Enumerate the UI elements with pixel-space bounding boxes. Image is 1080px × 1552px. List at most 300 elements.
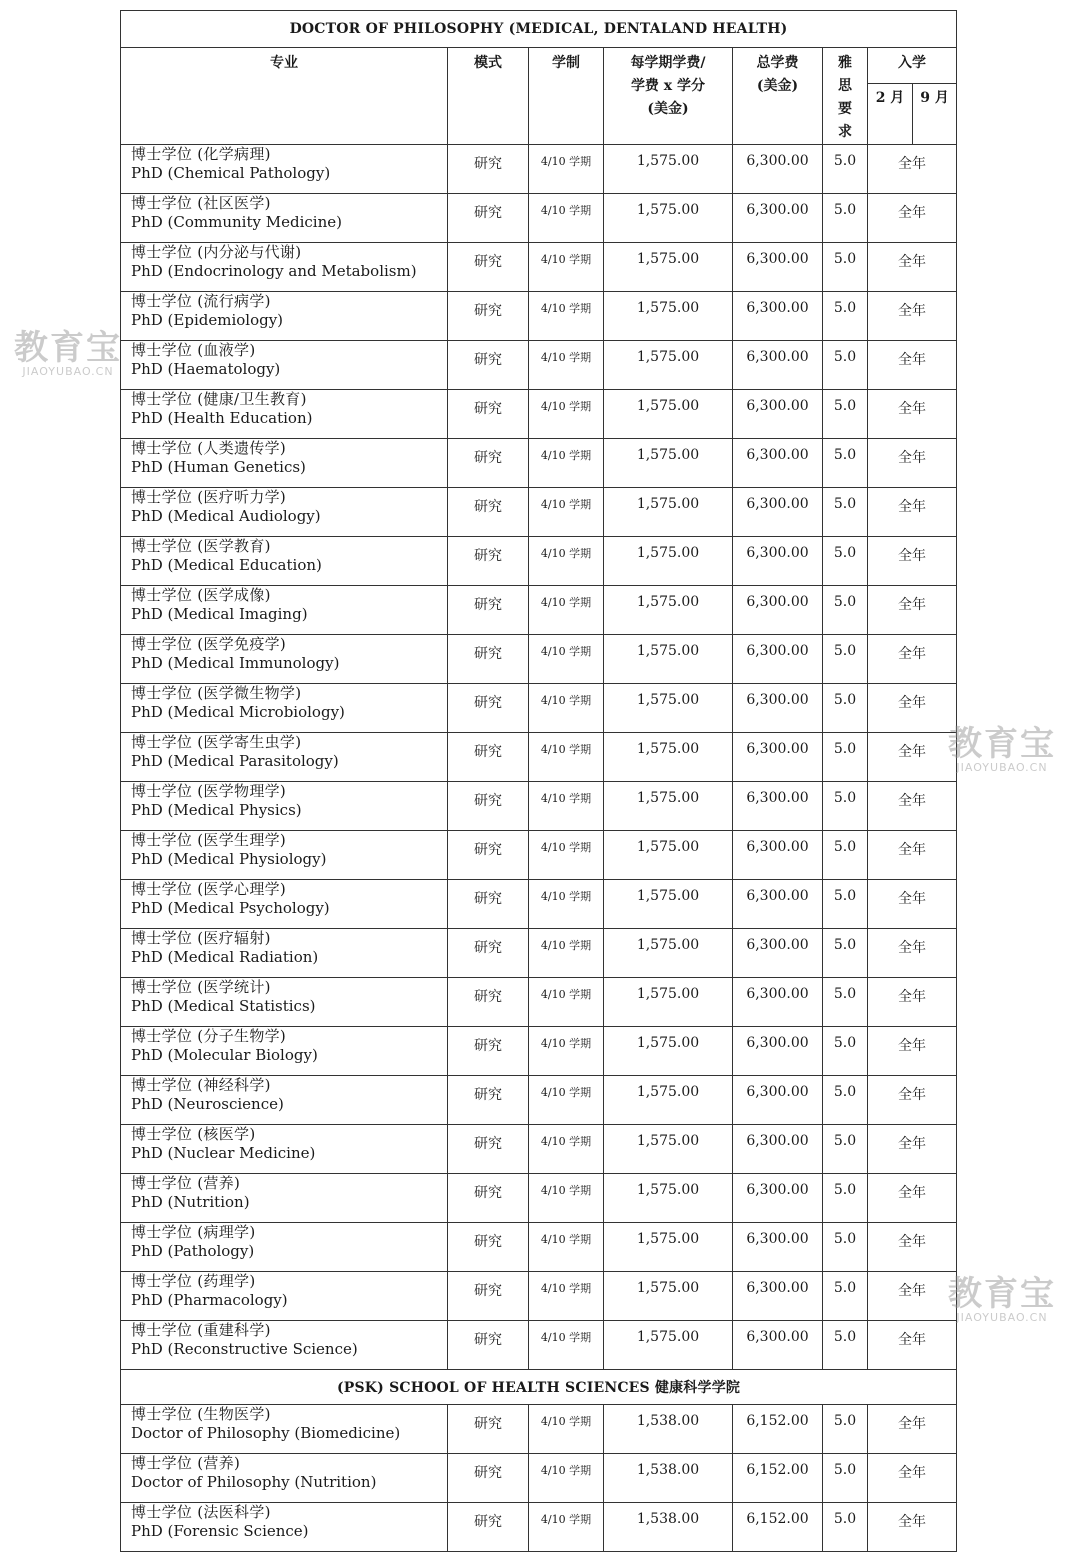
header-total-fee: [733, 48, 823, 145]
total-fee-cell: 6,300.00: [733, 880, 823, 929]
program-cell: [121, 586, 448, 635]
program-name-zh: 博士学位 (化学病理): [131, 145, 271, 163]
intake-cell: 全年: [868, 1405, 957, 1454]
mode-cell: 研究: [448, 1321, 529, 1370]
intake-cell: 全年: [868, 733, 957, 782]
program-name-en: Doctor of Philosophy (Nutrition): [131, 1473, 377, 1491]
intake-cell: 全年: [868, 1174, 957, 1223]
program-name-zh: 博士学位 (医疗辐射): [131, 929, 271, 947]
program-cell: [121, 488, 448, 537]
intake-cell: 全年: [868, 1454, 957, 1503]
program-name-zh: 博士学位 (医学微生物学): [131, 684, 302, 702]
table-row: [121, 831, 957, 880]
intake-cell: 全年: [868, 586, 957, 635]
table-row: [121, 880, 957, 929]
intake-cell: 全年: [868, 488, 957, 537]
watermark-left: 教育宝 JIAOYUBAO.CN: [14, 328, 122, 378]
fee-cell: 1,575.00: [604, 243, 733, 292]
total-fee-cell: 6,300.00: [733, 684, 823, 733]
program-name-en: PhD (Medical Statistics): [131, 997, 316, 1015]
program-cell: [121, 1405, 448, 1454]
program-name-zh: 博士学位 (病理学): [131, 1223, 256, 1241]
fee-cell: 1,575.00: [604, 292, 733, 341]
program-cell: [121, 929, 448, 978]
program-name-zh: 博士学位 (健康/卫生教育): [131, 390, 307, 408]
header-major: 专业: [121, 48, 448, 145]
mode-cell: 研究: [448, 1503, 529, 1552]
total-fee-cell: 6,300.00: [733, 635, 823, 684]
mode-cell: 研究: [448, 1076, 529, 1125]
intake-cell: 全年: [868, 1223, 957, 1272]
ielts-cell: 5.0: [823, 1027, 868, 1076]
duration-cell: 4/10 学期: [529, 733, 604, 782]
ielts-cell: 5.0: [823, 292, 868, 341]
mode-cell: 研究: [448, 1454, 529, 1503]
fee-cell: 1,575.00: [604, 586, 733, 635]
program-cell: [121, 1223, 448, 1272]
fee-cell: 1,575.00: [604, 439, 733, 488]
fee-cell: 1,575.00: [604, 341, 733, 390]
table-row: [121, 635, 957, 684]
mode-cell: 研究: [448, 733, 529, 782]
program-name-en: PhD (Medical Education): [131, 556, 322, 574]
duration-cell: 4/10 学期: [529, 390, 604, 439]
ielts-cell: 5.0: [823, 1076, 868, 1125]
program-name-zh: 博士学位 (医学统计): [131, 978, 271, 996]
intake-cell: 全年: [868, 341, 957, 390]
table-row: [121, 292, 957, 341]
total-fee-cell: 6,300.00: [733, 390, 823, 439]
header-mode: 模式: [448, 48, 529, 145]
program-name-zh: 博士学位 (医学教育): [131, 537, 271, 555]
program-name-en: PhD (Nutrition): [131, 1193, 250, 1211]
mode-cell: 研究: [448, 1272, 529, 1321]
header-intake-feb: 2 月: [868, 84, 913, 145]
duration-cell: 4/10 学期: [529, 488, 604, 537]
total-fee-cell: 6,300.00: [733, 1223, 823, 1272]
table-row: [121, 1223, 957, 1272]
duration-cell: 4/10 学期: [529, 1174, 604, 1223]
ielts-cell: 5.0: [823, 1454, 868, 1503]
table-row: [121, 1125, 957, 1174]
intake-cell: 全年: [868, 292, 957, 341]
ielts-cell: 5.0: [823, 635, 868, 684]
table-row: [121, 684, 957, 733]
program-name-en: PhD (Medical Parasitology): [131, 752, 339, 770]
fee-cell: 1,575.00: [604, 733, 733, 782]
table-row: [121, 1272, 957, 1321]
header-duration: 学制: [529, 48, 604, 145]
table-row: [121, 586, 957, 635]
table-row: [121, 1076, 957, 1125]
duration-cell: 4/10 学期: [529, 1076, 604, 1125]
mode-cell: 研究: [448, 145, 529, 194]
total-fee-cell: 6,300.00: [733, 733, 823, 782]
ielts-cell: 5.0: [823, 880, 868, 929]
tuition-table: [120, 10, 957, 1552]
header-ielts-char: 求: [838, 124, 852, 140]
fee-cell: 1,575.00: [604, 978, 733, 1027]
program-name-en: PhD (Molecular Biology): [131, 1046, 318, 1064]
table-row: [121, 243, 957, 292]
program-cell: [121, 880, 448, 929]
intake-cell: 全年: [868, 1125, 957, 1174]
duration-cell: 4/10 学期: [529, 586, 604, 635]
watermark-bottom-right: 教育宝 JIAOYUBAO.CN: [948, 1274, 1056, 1324]
program-name-en: PhD (Haematology): [131, 360, 281, 378]
intake-cell: 全年: [868, 537, 957, 586]
program-name-zh: 博士学位 (核医学): [131, 1125, 256, 1143]
ielts-cell: 5.0: [823, 390, 868, 439]
fee-cell: 1,575.00: [604, 1076, 733, 1125]
program-name-en: PhD (Neuroscience): [131, 1095, 284, 1113]
intake-cell: 全年: [868, 831, 957, 880]
intake-cell: 全年: [868, 782, 957, 831]
program-name-zh: 博士学位 (流行病学): [131, 292, 271, 310]
ielts-cell: 5.0: [823, 733, 868, 782]
program-name-zh: 博士学位 (生物医学): [131, 1405, 271, 1423]
program-name-en: PhD (Chemical Pathology): [131, 164, 331, 182]
program-name-en: PhD (Nuclear Medicine): [131, 1144, 316, 1162]
mode-cell: 研究: [448, 1223, 529, 1272]
intake-cell: 全年: [868, 635, 957, 684]
mode-cell: 研究: [448, 243, 529, 292]
total-fee-cell: 6,300.00: [733, 1272, 823, 1321]
duration-cell: 4/10 学期: [529, 145, 604, 194]
total-fee-cell: 6,152.00: [733, 1405, 823, 1454]
ielts-cell: 5.0: [823, 1174, 868, 1223]
header-total-line: 总学费: [756, 55, 799, 71]
program-cell: [121, 243, 448, 292]
program-cell: [121, 782, 448, 831]
header-intake-sep: 9 月: [913, 84, 957, 145]
header-fee-per-semester: [604, 48, 733, 145]
program-cell: [121, 537, 448, 586]
program-name-en: PhD (Pharmacology): [131, 1291, 288, 1309]
program-name-en: PhD (Medical Microbiology): [131, 703, 345, 721]
total-fee-cell: 6,300.00: [733, 782, 823, 831]
program-cell: [121, 684, 448, 733]
total-fee-cell: 6,300.00: [733, 831, 823, 880]
program-name-zh: 博士学位 (医学免疫学): [131, 635, 287, 653]
table-row: [121, 782, 957, 831]
duration-cell: 4/10 学期: [529, 1321, 604, 1370]
duration-cell: 4/10 学期: [529, 782, 604, 831]
program-name-en: PhD (Medical Psychology): [131, 899, 330, 917]
fee-cell: 1,575.00: [604, 635, 733, 684]
ielts-cell: 5.0: [823, 194, 868, 243]
fee-cell: 1,538.00: [604, 1503, 733, 1552]
total-fee-cell: 6,300.00: [733, 1076, 823, 1125]
mode-cell: 研究: [448, 1125, 529, 1174]
duration-cell: 4/10 学期: [529, 1503, 604, 1552]
header-fee-line: 学费 x 学分: [630, 78, 706, 94]
program-cell: [121, 1027, 448, 1076]
program-name-en: PhD (Forensic Science): [131, 1522, 309, 1540]
program-cell: [121, 1272, 448, 1321]
program-name-en: PhD (Medical Physics): [131, 801, 302, 819]
program-cell: [121, 1321, 448, 1370]
total-fee-cell: 6,300.00: [733, 978, 823, 1027]
intake-cell: 全年: [868, 145, 957, 194]
program-name-en: PhD (Health Education): [131, 409, 313, 427]
fee-cell: 1,575.00: [604, 1027, 733, 1076]
duration-cell: 4/10 学期: [529, 1027, 604, 1076]
ielts-cell: 5.0: [823, 1125, 868, 1174]
program-name-zh: 博士学位 (药理学): [131, 1272, 256, 1290]
ielts-cell: 5.0: [823, 537, 868, 586]
mode-cell: 研究: [448, 1405, 529, 1454]
mode-cell: 研究: [448, 684, 529, 733]
ielts-cell: 5.0: [823, 684, 868, 733]
total-fee-cell: 6,300.00: [733, 929, 823, 978]
intake-cell: 全年: [868, 1321, 957, 1370]
intake-cell: 全年: [868, 390, 957, 439]
fee-cell: 1,575.00: [604, 1174, 733, 1223]
program-name-en: PhD (Medical Imaging): [131, 605, 308, 623]
table-row: [121, 1321, 957, 1370]
fee-cell: 1,575.00: [604, 684, 733, 733]
mode-cell: 研究: [448, 390, 529, 439]
total-fee-cell: 6,300.00: [733, 586, 823, 635]
program-cell: [121, 1174, 448, 1223]
ielts-cell: 5.0: [823, 439, 868, 488]
ielts-cell: 5.0: [823, 1272, 868, 1321]
header-total-line: (美金): [756, 78, 799, 94]
program-name-zh: 博士学位 (医学生理学): [131, 831, 287, 849]
header-fee-line: (美金): [647, 101, 689, 117]
intake-cell: 全年: [868, 194, 957, 243]
program-name-zh: 博士学位 (重建科学): [131, 1321, 271, 1339]
duration-cell: 4/10 学期: [529, 537, 604, 586]
duration-cell: 4/10 学期: [529, 635, 604, 684]
table-row: [121, 1174, 957, 1223]
program-cell: [121, 390, 448, 439]
intake-cell: 全年: [868, 684, 957, 733]
duration-cell: 4/10 学期: [529, 1223, 604, 1272]
program-name-zh: 博士学位 (社区医学): [131, 194, 271, 212]
program-name-zh: 博士学位 (血液学): [131, 341, 256, 359]
fee-cell: 1,575.00: [604, 1125, 733, 1174]
mode-cell: 研究: [448, 978, 529, 1027]
intake-cell: 全年: [868, 1027, 957, 1076]
header-fee-line: 每学期学费/: [630, 55, 706, 71]
header-ielts-char: 要: [838, 101, 852, 117]
table-row: [121, 341, 957, 390]
total-fee-cell: 6,300.00: [733, 243, 823, 292]
total-fee-cell: 6,300.00: [733, 292, 823, 341]
mode-cell: 研究: [448, 1027, 529, 1076]
program-name-en: PhD (Endocrinology and Metabolism): [131, 262, 417, 280]
program-cell: [121, 292, 448, 341]
duration-cell: 4/10 学期: [529, 684, 604, 733]
ielts-cell: 5.0: [823, 1405, 868, 1454]
fee-cell: 1,575.00: [604, 1272, 733, 1321]
total-fee-cell: 6,300.00: [733, 1174, 823, 1223]
total-fee-cell: 6,300.00: [733, 194, 823, 243]
mode-cell: 研究: [448, 586, 529, 635]
program-name-zh: 博士学位 (医疗听力学): [131, 488, 287, 506]
fee-cell: 1,538.00: [604, 1454, 733, 1503]
ielts-cell: 5.0: [823, 929, 868, 978]
program-name-en: PhD (Community Medicine): [131, 213, 342, 231]
total-fee-cell: 6,152.00: [733, 1503, 823, 1552]
section2-title: (PSK) SCHOOL OF HEALTH SCIENCES 健康科学学院: [121, 1370, 957, 1405]
table-row: [121, 1027, 957, 1076]
program-name-zh: 博士学位 (医学物理学): [131, 782, 287, 800]
mode-cell: 研究: [448, 880, 529, 929]
duration-cell: 4/10 学期: [529, 929, 604, 978]
program-name-zh: 博士学位 (人类遗传学): [131, 439, 287, 457]
program-name-zh: 博士学位 (医学寄生虫学): [131, 733, 302, 751]
ielts-cell: 5.0: [823, 782, 868, 831]
ielts-cell: 5.0: [823, 243, 868, 292]
total-fee-cell: 6,300.00: [733, 537, 823, 586]
mode-cell: 研究: [448, 292, 529, 341]
header-ielts-char: 雅: [838, 55, 852, 71]
duration-cell: 4/10 学期: [529, 341, 604, 390]
mode-cell: 研究: [448, 194, 529, 243]
total-fee-cell: 6,300.00: [733, 1125, 823, 1174]
mode-cell: 研究: [448, 1174, 529, 1223]
total-fee-cell: 6,300.00: [733, 145, 823, 194]
fee-cell: 1,575.00: [604, 537, 733, 586]
mode-cell: 研究: [448, 341, 529, 390]
ielts-cell: 5.0: [823, 1503, 868, 1552]
program-name-zh: 博士学位 (分子生物学): [131, 1027, 287, 1045]
duration-cell: 4/10 学期: [529, 1125, 604, 1174]
total-fee-cell: 6,300.00: [733, 439, 823, 488]
table-row: [121, 194, 957, 243]
program-cell: [121, 1454, 448, 1503]
fee-cell: 1,575.00: [604, 929, 733, 978]
duration-cell: 4/10 学期: [529, 439, 604, 488]
program-name-zh: 博士学位 (医学心理学): [131, 880, 287, 898]
section-row: [121, 1370, 957, 1405]
intake-cell: 全年: [868, 1503, 957, 1552]
program-name-en: PhD (Human Genetics): [131, 458, 306, 476]
mode-cell: 研究: [448, 929, 529, 978]
program-cell: [121, 635, 448, 684]
program-cell: [121, 439, 448, 488]
fee-cell: 1,575.00: [604, 831, 733, 880]
table-row: [121, 733, 957, 782]
duration-cell: 4/10 学期: [529, 1272, 604, 1321]
fee-cell: 1,575.00: [604, 1223, 733, 1272]
ielts-cell: 5.0: [823, 831, 868, 880]
table-row: [121, 488, 957, 537]
intake-cell: 全年: [868, 880, 957, 929]
watermark-right: 教育宝 JIAOYUBAO.CN: [948, 724, 1056, 774]
program-name-zh: 博士学位 (营养): [131, 1454, 241, 1472]
fee-cell: 1,575.00: [604, 1321, 733, 1370]
program-cell: [121, 1503, 448, 1552]
mode-cell: 研究: [448, 635, 529, 684]
total-fee-cell: 6,300.00: [733, 341, 823, 390]
total-fee-cell: 6,300.00: [733, 488, 823, 537]
program-name-en: PhD (Pathology): [131, 1242, 255, 1260]
program-cell: [121, 341, 448, 390]
table-row: [121, 1454, 957, 1503]
table-row: [121, 929, 957, 978]
ielts-cell: 5.0: [823, 341, 868, 390]
program-cell: [121, 831, 448, 880]
total-fee-cell: 6,152.00: [733, 1454, 823, 1503]
ielts-cell: 5.0: [823, 586, 868, 635]
program-name-zh: 博士学位 (营养): [131, 1174, 241, 1192]
intake-cell: 全年: [868, 243, 957, 292]
program-name-en: PhD (Medical Immunology): [131, 654, 340, 672]
mode-cell: 研究: [448, 488, 529, 537]
duration-cell: 4/10 学期: [529, 243, 604, 292]
program-name-en: PhD (Medical Physiology): [131, 850, 327, 868]
intake-cell: 全年: [868, 978, 957, 1027]
fee-cell: 1,538.00: [604, 1405, 733, 1454]
mode-cell: 研究: [448, 831, 529, 880]
table-row: [121, 1503, 957, 1552]
duration-cell: 4/10 学期: [529, 194, 604, 243]
ielts-cell: 5.0: [823, 978, 868, 1027]
duration-cell: 4/10 学期: [529, 292, 604, 341]
header-ielts: [823, 48, 868, 145]
header-ielts-char: 思: [838, 78, 852, 94]
program-cell: [121, 733, 448, 782]
ielts-cell: 5.0: [823, 145, 868, 194]
table-row: [121, 978, 957, 1027]
mode-cell: 研究: [448, 439, 529, 488]
fee-cell: 1,575.00: [604, 782, 733, 831]
fee-cell: 1,575.00: [604, 488, 733, 537]
intake-cell: 全年: [868, 929, 957, 978]
total-fee-cell: 6,300.00: [733, 1321, 823, 1370]
header-intake: 入学: [868, 48, 957, 84]
intake-cell: 全年: [868, 1076, 957, 1125]
program-cell: [121, 194, 448, 243]
fee-cell: 1,575.00: [604, 390, 733, 439]
table-row: [121, 145, 957, 194]
program-cell: [121, 978, 448, 1027]
program-cell: [121, 1125, 448, 1174]
ielts-cell: 5.0: [823, 1223, 868, 1272]
program-name-zh: 博士学位 (神经科学): [131, 1076, 271, 1094]
fee-cell: 1,575.00: [604, 880, 733, 929]
duration-cell: 4/10 学期: [529, 1454, 604, 1503]
ielts-cell: 5.0: [823, 1321, 868, 1370]
program-cell: [121, 145, 448, 194]
table-row: [121, 390, 957, 439]
program-name-en: Doctor of Philosophy (Biomedicine): [131, 1424, 401, 1442]
program-cell: [121, 1076, 448, 1125]
program-name-en: PhD (Epidemiology): [131, 311, 284, 329]
program-name-zh: 博士学位 (法医科学): [131, 1503, 271, 1521]
table-row: [121, 1405, 957, 1454]
fee-cell: 1,575.00: [604, 194, 733, 243]
duration-cell: 4/10 学期: [529, 880, 604, 929]
duration-cell: 4/10 学期: [529, 1405, 604, 1454]
mode-cell: 研究: [448, 537, 529, 586]
table-row: [121, 439, 957, 488]
total-fee-cell: 6,300.00: [733, 1027, 823, 1076]
duration-cell: 4/10 学期: [529, 978, 604, 1027]
duration-cell: 4/10 学期: [529, 831, 604, 880]
intake-cell: 全年: [868, 1272, 957, 1321]
fee-cell: 1,575.00: [604, 145, 733, 194]
intake-cell: 全年: [868, 439, 957, 488]
section-title: DOCTOR OF PHILOSOPHY (MEDICAL, DENTALAND HEALTH): [121, 11, 957, 48]
program-name-zh: 博士学位 (内分泌与代谢): [131, 243, 302, 261]
table-row: [121, 537, 957, 586]
program-name-en: PhD (Reconstructive Science): [131, 1340, 358, 1358]
